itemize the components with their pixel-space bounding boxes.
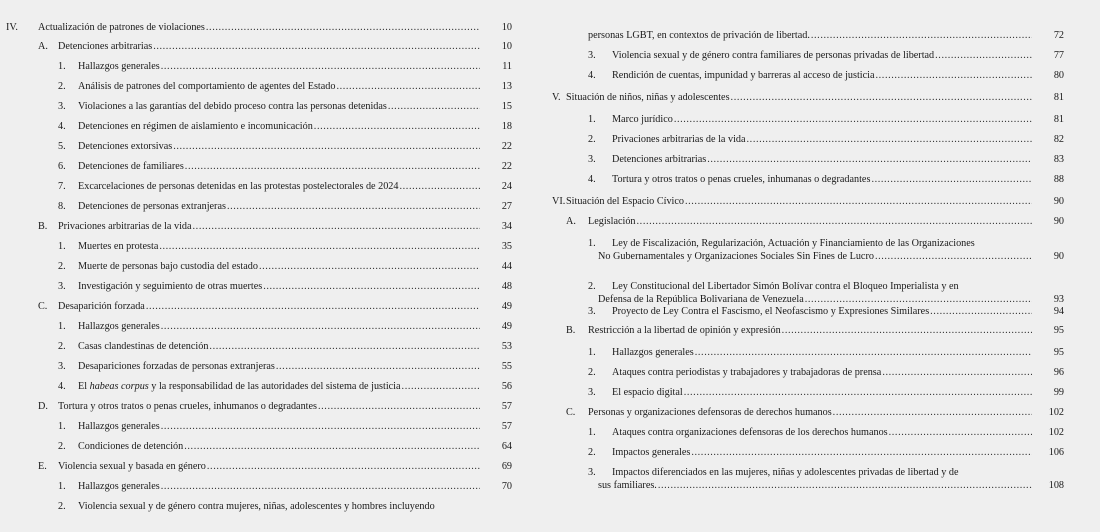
dot-leader xyxy=(811,29,1032,42)
toc-entry-line xyxy=(78,280,512,293)
dot-leader xyxy=(206,21,480,34)
dot-leader xyxy=(658,479,1032,492)
toc-entry-number: A. xyxy=(566,216,576,227)
toc-entry-title-line: Defensa de la República Bolivariana de Venezuela xyxy=(598,294,804,305)
toc-page-number: 22 xyxy=(501,141,512,152)
toc-page-number: 90 xyxy=(1053,216,1064,227)
toc-entry-text xyxy=(78,100,512,113)
toc-entry-title: Detenciones arbitrarias xyxy=(612,154,707,165)
toc-page-number: 108 xyxy=(1048,480,1064,491)
toc-entry-number: 1. xyxy=(588,427,596,438)
toc-entry-text xyxy=(78,260,512,273)
toc-entry-number: D. xyxy=(38,401,48,412)
toc-page-number: 88 xyxy=(1053,174,1064,185)
toc-left-column xyxy=(0,0,512,532)
dot-leader xyxy=(185,160,480,173)
toc-entry-text xyxy=(598,466,1064,492)
toc-page-number: 72 xyxy=(1053,30,1064,41)
toc-entry-text xyxy=(78,200,512,213)
toc-entry-line xyxy=(78,200,512,213)
toc-page-number: 99 xyxy=(1053,387,1064,398)
toc-entry-number: E. xyxy=(38,461,47,472)
toc-entry-text xyxy=(612,366,1064,379)
toc-entry-title: Detenciones arbitrarias xyxy=(58,41,153,52)
dot-leader xyxy=(400,180,481,193)
toc-page-number: 35 xyxy=(501,241,512,252)
toc-page-number: 22 xyxy=(501,161,512,172)
toc-entry-number: 5. xyxy=(58,141,66,152)
toc-entry-text xyxy=(78,180,512,193)
toc-entry-number: B. xyxy=(566,325,576,336)
toc-entry-text xyxy=(612,153,1064,166)
dot-leader xyxy=(731,91,1032,104)
toc-page-number: 102 xyxy=(1048,427,1064,438)
dot-leader xyxy=(882,366,1032,379)
toc-entry-number: V. xyxy=(552,92,561,103)
toc-entry-number: 3. xyxy=(588,306,596,317)
toc-entry-number: 1. xyxy=(58,61,66,72)
toc-entry-title: Actualización de patrones de violaciones xyxy=(38,22,205,33)
toc-entry-title: Privaciones arbitrarias de la vida xyxy=(58,221,192,232)
toc-entry-line xyxy=(38,21,512,34)
toc-entry-title: Detenciones de personas extranjeras xyxy=(78,201,226,212)
toc-entry-title: Hallazgos generales xyxy=(612,347,694,358)
toc-entry-number: 3. xyxy=(588,50,596,61)
toc-entry-line xyxy=(612,113,1064,126)
toc-entry-text xyxy=(78,60,512,73)
toc-entry-text xyxy=(78,120,512,133)
toc-page-number: 10 xyxy=(501,41,512,52)
toc-entry-line xyxy=(78,120,512,133)
toc-entry-line xyxy=(78,180,512,193)
dot-leader xyxy=(193,220,480,233)
toc-entry-title-line: No Gubernamentales y Organizaciones Sociales Sin Fines de Lucro xyxy=(598,251,874,262)
toc-entry-title: Detenciones extorsivas xyxy=(78,141,173,152)
toc-entry-title: Análisis de patrones del comportamiento de agentes del Estado xyxy=(78,81,336,92)
toc-entry-title: Tortura y otros tratos o penas crueles, inhumanas o degradantes xyxy=(612,174,871,185)
toc-entry-text xyxy=(566,195,1064,208)
toc-entry-title: Marco jurídico xyxy=(612,114,673,125)
toc-entry-line xyxy=(78,480,512,493)
toc-entry-line xyxy=(612,346,1064,359)
toc-entry-line xyxy=(78,340,512,353)
toc-entry-text xyxy=(78,500,512,513)
toc-entry-line xyxy=(566,91,1064,104)
toc-entry-title-line: Ley Constitucional del Libertador Simón Bolívar contra el Bloqueo Imperialista y en xyxy=(612,281,959,292)
toc-entry-title: Detenciones en régimen de aislamiento e incomunicación xyxy=(78,121,313,132)
toc-entry-number: 2. xyxy=(588,281,596,292)
toc-entry-text xyxy=(612,305,1064,318)
toc-entry-text xyxy=(78,140,512,153)
toc-entry-title-line: Ley de Fiscalización, Regularización, Actuación y Financiamiento de las Organizaciones xyxy=(612,238,975,249)
toc-entry-title: Hallazgos generales xyxy=(78,321,160,332)
dot-leader xyxy=(674,113,1032,126)
toc-entry-title: Ataques contra organizaciones defensoras de los derechos humanos xyxy=(612,427,888,438)
toc-entry-text xyxy=(598,280,1064,306)
toc-entry-line xyxy=(612,446,1064,459)
dot-leader xyxy=(259,260,480,273)
toc-entry-number: 1. xyxy=(588,238,596,249)
toc-entry-line xyxy=(612,386,1064,399)
toc-entry-text xyxy=(598,237,1064,263)
toc-entry-text xyxy=(612,113,1064,126)
toc-entry-number: VI. xyxy=(552,196,566,207)
toc-entry-line xyxy=(598,479,1064,492)
toc-entry-number: 2. xyxy=(58,441,66,452)
toc-entry-text xyxy=(588,324,1064,337)
toc-entry-title: El espacio digital xyxy=(612,387,683,398)
toc-entry-text xyxy=(588,406,1064,419)
toc-entry-line xyxy=(78,260,512,273)
dot-leader xyxy=(388,100,480,113)
toc-entry-title: Muerte de personas bajo custodia del estado xyxy=(78,261,258,272)
toc-entry-text xyxy=(78,280,512,293)
toc-entry-number: 3. xyxy=(58,101,66,112)
toc-page-number: 80 xyxy=(1053,70,1064,81)
toc-entry-text xyxy=(588,215,1064,228)
toc-entry-text xyxy=(38,21,512,34)
toc-entry-title: Situación del Espacio Cívico xyxy=(566,196,684,207)
toc-entry-text xyxy=(612,133,1064,146)
toc-entry-line xyxy=(612,49,1064,62)
toc-entry-text xyxy=(612,426,1064,439)
toc-page-number: 82 xyxy=(1053,134,1064,145)
toc-entry-line xyxy=(78,320,512,333)
dot-leader xyxy=(318,400,480,413)
dot-leader xyxy=(930,305,1032,318)
dot-leader xyxy=(402,380,480,393)
dot-leader xyxy=(161,420,480,433)
toc-entry-title: Detenciones de familiares xyxy=(78,161,184,172)
toc-page-number: 44 xyxy=(501,261,512,272)
toc-page-number: 57 xyxy=(501,421,512,432)
toc-entry-title: Investigación y seguimiento de otras muertes xyxy=(78,281,263,292)
toc-entry-number: 3. xyxy=(588,154,596,165)
toc-entry-line xyxy=(78,420,512,433)
toc-entry-line xyxy=(588,215,1064,228)
toc-page-number: 49 xyxy=(501,321,512,332)
toc-entry-number: C. xyxy=(566,407,576,418)
toc-page-number: 95 xyxy=(1053,325,1064,336)
dot-leader xyxy=(227,200,480,213)
toc-entry-title: Legislación xyxy=(588,216,636,227)
toc-entry-line xyxy=(598,250,1064,263)
toc-entry-text xyxy=(78,360,512,373)
toc-entry-line xyxy=(612,173,1064,186)
toc-entry-text xyxy=(612,346,1064,359)
toc-page-number: 90 xyxy=(1053,251,1064,262)
toc-entry-number: 7. xyxy=(58,181,66,192)
toc-entry-line xyxy=(58,40,512,53)
toc-entry-title-part: El xyxy=(78,381,90,392)
toc-entry-text xyxy=(58,400,512,413)
toc-page-number: 95 xyxy=(1053,347,1064,358)
toc-entry-title: Muertes en protesta xyxy=(78,241,159,252)
toc-entry-line xyxy=(58,400,512,413)
toc-page-number: 27 xyxy=(501,201,512,212)
toc-entry-number: 3. xyxy=(58,361,66,372)
toc-entry-number: 1. xyxy=(58,421,66,432)
dot-leader xyxy=(314,120,480,133)
toc-page-number: 10 xyxy=(501,22,512,33)
dot-leader xyxy=(747,133,1032,146)
toc-page-number: 48 xyxy=(501,281,512,292)
toc-page-number: 69 xyxy=(501,461,512,472)
toc-entry-number: 1. xyxy=(58,481,66,492)
toc-entry-title: Violaciones a las garantías del debido proceso contra las personas detenidas xyxy=(78,101,387,112)
dot-leader xyxy=(935,49,1032,62)
toc-page-number: 13 xyxy=(501,81,512,92)
toc-right-column xyxy=(552,0,1064,532)
dot-leader xyxy=(209,340,480,353)
toc-entry-title: Situación de niños, niñas y adolescentes xyxy=(566,92,730,103)
toc-entry-number: 2. xyxy=(58,81,66,92)
toc-entry-number: 2. xyxy=(58,341,66,352)
toc-entry-title: Personas y organizaciones defensoras de derechos humanos xyxy=(588,407,832,418)
dot-leader xyxy=(695,346,1032,359)
toc-entry-text xyxy=(78,420,512,433)
dot-leader xyxy=(782,324,1032,337)
toc-entry-line xyxy=(78,80,512,93)
toc-page-number: 81 xyxy=(1053,114,1064,125)
toc-entry-text xyxy=(58,460,512,473)
dot-leader xyxy=(263,280,480,293)
toc-entry-number: 4. xyxy=(58,121,66,132)
toc-entry-number: 3. xyxy=(588,387,596,398)
toc-entry-title: Excarcelaciones de personas detenidas en las protestas postelectorales de 2024 xyxy=(78,181,399,192)
toc-entry-number: 1. xyxy=(58,321,66,332)
toc-entry-line xyxy=(566,195,1064,208)
toc-entry-title: Restricción a la libertad de opinión y expresión xyxy=(588,325,781,336)
toc-page-number: 34 xyxy=(501,221,512,232)
toc-entry-title-line: sus familiares. xyxy=(598,480,657,491)
toc-entry-line xyxy=(612,133,1064,146)
toc-entry-text xyxy=(78,440,512,453)
toc-entry-text xyxy=(58,300,512,313)
dot-leader xyxy=(207,460,480,473)
dot-leader xyxy=(889,426,1032,439)
dot-leader xyxy=(161,480,480,493)
toc-page-number: 90 xyxy=(1053,196,1064,207)
toc-entry-text xyxy=(612,173,1064,186)
toc-entry-title: Proyecto de Ley Contra el Fascismo, el Neofascismo y Expresiones Similares xyxy=(612,306,930,317)
toc-entry-text xyxy=(612,69,1064,82)
toc-entry-line xyxy=(588,29,1064,42)
toc-entry-text xyxy=(612,386,1064,399)
toc-entry-number: A. xyxy=(38,41,48,52)
toc-entry-number: 8. xyxy=(58,201,66,212)
toc-entry-line xyxy=(78,140,512,153)
toc-entry-number: 2. xyxy=(58,501,66,512)
toc-entry-title-part: y la responsabilidad de las autoridades del sistema de justicia xyxy=(148,381,401,392)
toc-page-number: 96 xyxy=(1053,367,1064,378)
toc-entry-number: 2. xyxy=(588,447,596,458)
toc-entry-text xyxy=(78,380,512,393)
dot-leader xyxy=(161,320,480,333)
toc-entry-title: Violencia sexual y de género contra mujeres, niñas, adolescentes y hombres incluyendo xyxy=(78,501,435,512)
toc-entry-title: Desaparición forzada xyxy=(58,301,145,312)
toc-page-number: 53 xyxy=(501,341,512,352)
toc-entry-line xyxy=(78,440,512,453)
toc-page-number: 18 xyxy=(501,121,512,132)
toc-page-number: 93 xyxy=(1053,294,1064,305)
toc-entry-line xyxy=(78,500,512,513)
toc-entry-text xyxy=(58,40,512,53)
dot-leader xyxy=(173,140,480,153)
toc-page-number: 55 xyxy=(501,361,512,372)
dot-leader xyxy=(691,446,1032,459)
dot-leader xyxy=(684,386,1032,399)
toc-entry-text xyxy=(58,220,512,233)
toc-entry-line xyxy=(78,240,512,253)
toc-entry-title: Tortura y otros tratos o penas crueles, inhumanos o degradantes xyxy=(58,401,317,412)
dot-leader xyxy=(871,173,1032,186)
dot-leader xyxy=(637,215,1032,228)
dot-leader xyxy=(833,406,1032,419)
toc-entry-title: Rendición de cuentas, impunidad y barreras al acceso de justicia xyxy=(612,70,875,81)
toc-entry-text xyxy=(78,240,512,253)
toc-entry-text xyxy=(78,340,512,353)
toc-entry-number: 2. xyxy=(588,134,596,145)
toc-entry-number: 6. xyxy=(58,161,66,172)
toc-page-number: 77 xyxy=(1053,50,1064,61)
toc-entry-line xyxy=(588,406,1064,419)
toc-page-number: 81 xyxy=(1053,92,1064,103)
toc-entry-number: 2. xyxy=(588,367,596,378)
dot-leader xyxy=(685,195,1032,208)
toc-entry-title: Privaciones arbitrarias de la vida xyxy=(612,134,746,145)
toc-entry-title: Ataques contra periodistas y trabajadores y trabajadoras de prensa xyxy=(612,367,882,378)
toc-entry-text xyxy=(78,320,512,333)
toc-page-number: 57 xyxy=(501,401,512,412)
toc-entry-text xyxy=(612,446,1064,459)
dot-leader xyxy=(336,80,480,93)
toc-entry-title: Casas clandestinas de detención xyxy=(78,341,209,352)
toc-entry-title: Hallazgos generales xyxy=(78,61,160,72)
dot-leader xyxy=(161,60,480,73)
toc-entry-number: 3. xyxy=(58,281,66,292)
toc-entry-number: 1. xyxy=(588,347,596,358)
toc-entry-number: 1. xyxy=(588,114,596,125)
toc-entry-title: Impactos generales xyxy=(612,447,691,458)
dot-leader xyxy=(276,360,480,373)
toc-entry-line xyxy=(612,69,1064,82)
toc-entry-number: 4. xyxy=(588,70,596,81)
toc-entry-title xyxy=(78,380,401,393)
toc-entry-number: 2. xyxy=(58,261,66,272)
toc-page-number: 106 xyxy=(1048,447,1064,458)
dot-leader xyxy=(875,250,1032,263)
toc-entry-number: 1. xyxy=(58,241,66,252)
toc-page-number: 15 xyxy=(501,101,512,112)
toc-entry-title: Condiciones de detención xyxy=(78,441,184,452)
toc-entry-line xyxy=(78,100,512,113)
dot-leader xyxy=(707,153,1032,166)
toc-entry-line xyxy=(612,426,1064,439)
toc-page-number: 94 xyxy=(1053,306,1064,317)
toc-entry-title: Violencia sexual y basada en género xyxy=(58,461,206,472)
toc-page-number: 83 xyxy=(1053,154,1064,165)
toc-page-number: 102 xyxy=(1048,407,1064,418)
toc-page-number: 24 xyxy=(501,181,512,192)
toc-page-number: 49 xyxy=(501,301,512,312)
toc-entry-number: 3. xyxy=(588,467,596,478)
toc-entry-title: personas LGBT, en contextos de privación de libertad. xyxy=(588,30,810,41)
toc-entry-line xyxy=(588,324,1064,337)
toc-entry-title-italic: habeas corpus xyxy=(89,381,149,392)
toc-entry-title-line: Impactos diferenciados en las mujeres, niñas y adolescentes privadas de libertad y de xyxy=(612,467,959,478)
dot-leader xyxy=(146,300,480,313)
toc-entry-line xyxy=(58,460,512,473)
toc-entry-line xyxy=(612,305,1064,318)
dot-leader xyxy=(184,440,480,453)
toc-entry-line xyxy=(58,300,512,313)
toc-entry-line xyxy=(78,60,512,73)
dot-leader xyxy=(876,69,1032,82)
toc-entry-title: Desapariciones forzadas de personas extranjeras xyxy=(78,361,275,372)
toc-entry-number: 4. xyxy=(58,381,66,392)
toc-entry-line xyxy=(58,220,512,233)
toc-entry-text xyxy=(78,160,512,173)
toc-page-number: 56 xyxy=(501,381,512,392)
toc-entry-line xyxy=(78,380,512,393)
toc-entry-title: Hallazgos generales xyxy=(78,421,160,432)
toc-entry-number: B. xyxy=(38,221,48,232)
toc-entry-number: 4. xyxy=(588,174,596,185)
toc-entry-line xyxy=(612,153,1064,166)
toc-entry-line xyxy=(612,366,1064,379)
toc-entry-line xyxy=(78,160,512,173)
dot-leader xyxy=(159,240,480,253)
toc-entry-text xyxy=(612,49,1064,62)
toc-entry-title: Hallazgos generales xyxy=(78,481,160,492)
toc-entry-text xyxy=(78,480,512,493)
toc-page-number: 70 xyxy=(501,481,512,492)
dot-leader xyxy=(153,40,480,53)
toc-entry-text xyxy=(78,80,512,93)
toc-entry-title: Violencia sexual y de género contra familiares de personas privadas de libertad xyxy=(612,50,935,61)
toc-entry-line xyxy=(78,360,512,373)
toc-page-number: 11 xyxy=(502,61,512,72)
toc-entry-number: IV. xyxy=(6,22,18,33)
toc-entry-text xyxy=(566,91,1064,104)
toc-entry-number: C. xyxy=(38,301,48,312)
toc-entry-text xyxy=(588,29,1064,42)
toc-page-number: 64 xyxy=(501,441,512,452)
